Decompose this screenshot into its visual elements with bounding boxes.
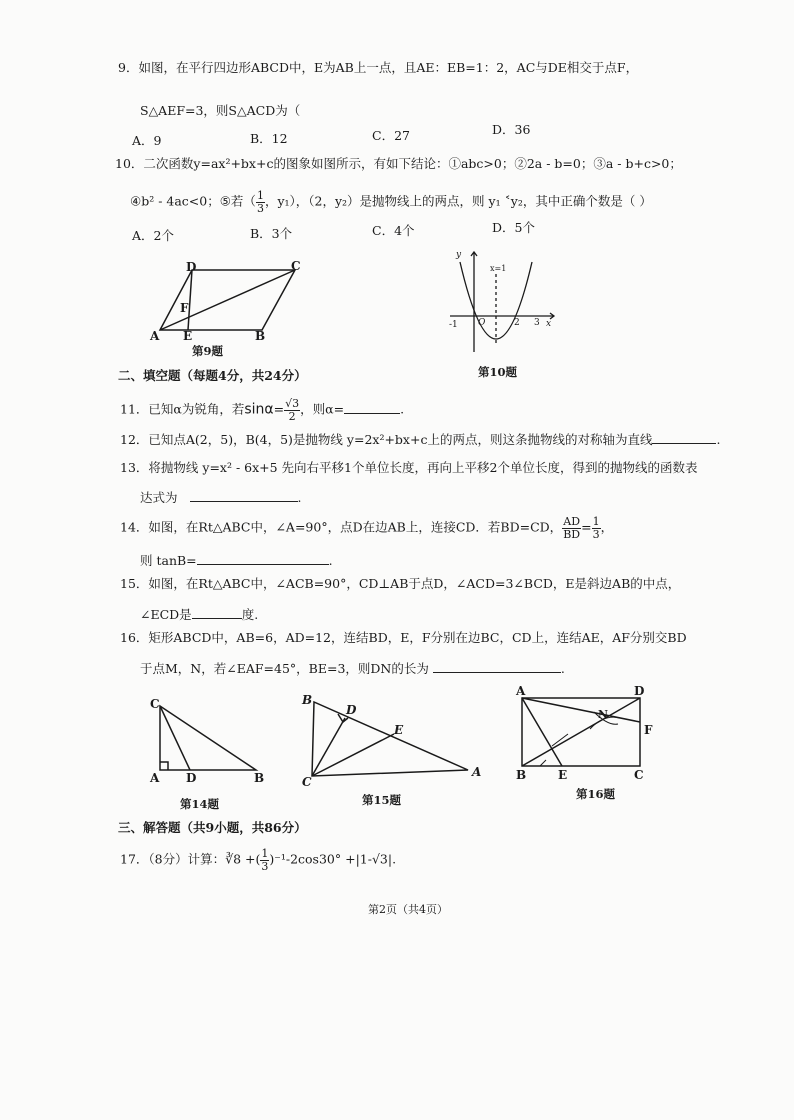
q12-text: 12．已知点A(2，5)，B(4，5)是抛物线 y=2x²+bx+c上的两点，则这条抛物线的对称轴为直线: [120, 432, 653, 447]
q11-text-a: 11．已知α为锐角，若: [120, 401, 245, 417]
q11-frac-num: √3: [285, 397, 300, 410]
q10-stem: 10．二次函数y=ax²+bx+c的图象如图所示，有如下结论：①abc>0；②2a - b=0；③a - b+c>0；: [115, 156, 682, 171]
q13-answer-blank[interactable]: [190, 489, 298, 502]
q13-line2: [140, 489, 302, 505]
fig16-label-n: N: [598, 708, 609, 721]
q14-line1: [120, 516, 613, 540]
q17: [120, 848, 396, 872]
q13-line1: 13．将抛物线 y=x² - 6x+5 先向右平移1个单位长度，再向上平移2个单位长度，得到的抛物线的函数表: [120, 460, 698, 475]
q10-option-a: A．2个: [132, 228, 174, 243]
fig9-label-e: E: [183, 329, 193, 343]
q9-option-d: D．36: [492, 122, 531, 137]
q10-frac-num: 1: [256, 189, 264, 202]
fig10-axis-note: x=1: [490, 264, 507, 273]
q11-sin: sinα: [244, 401, 274, 418]
q10-frac-den: 3: [256, 201, 264, 215]
q13-text: 达式为: [140, 490, 178, 505]
fig15-label-a: A: [472, 765, 482, 779]
q17-frac-den: 3: [261, 859, 269, 873]
fig14-caption: 第14题: [180, 797, 220, 811]
q14-end: .: [328, 553, 333, 568]
fig16-label-c: C: [634, 768, 644, 782]
q17-frac-num: 1: [261, 847, 269, 860]
fig14-label-b: B: [254, 771, 265, 785]
q14-line2: [140, 552, 333, 568]
q10-line2-b: ，y₁），（2，y₂）是抛物线上的两点，则 y₁ ˂y₂，其中正确个数是（ ）: [264, 193, 652, 209]
fig9-label-c: C: [291, 259, 301, 273]
q14-frac1-den: BD: [563, 527, 581, 541]
q16-end: .: [560, 661, 565, 676]
q15-answer-blank[interactable]: [192, 606, 242, 619]
q11-eq: =: [273, 401, 285, 417]
q11-end: .: [400, 401, 405, 417]
figure-15-triangle: [300, 690, 490, 790]
q15-line1: 15．如图，在Rt△ABC中，∠ACB=90°，CD⊥AB于点D，∠ACD=3∠BCD，E是斜边AB的中点，: [120, 576, 681, 591]
q9-option-a: A．9: [132, 133, 162, 148]
q10-fraction: [256, 190, 265, 214]
q10-option-b: B．3个: [250, 226, 293, 241]
q15-text: ∠ECD是: [140, 607, 192, 622]
fig10-tick-neg1: -1: [449, 320, 458, 330]
q9-stem: 9．如图，在平行四边形ABCD中，E为AB上一点，且AE：EB=1：2，AC与DE相交于点F，: [118, 60, 639, 75]
figure-16-rectangle: [512, 684, 662, 784]
q16-line1: 16．矩形ABCD中，AB=6，AD=12，连结BD，E，F分别在边BC，CD上，连结AE，AF分别交BD: [120, 630, 687, 645]
q11-text-b: ，则α=: [300, 401, 345, 417]
q14-text: 14．如图，在Rt△ABC中，∠A=90°，点D在边AB上，连接CD．若BD=CD，: [120, 519, 563, 535]
q14-fraction-ad-bd: [562, 516, 581, 540]
q10-option-c: C．4个: [372, 223, 415, 238]
q11-fraction: [284, 398, 300, 422]
fig9-caption: 第9题: [192, 344, 224, 358]
fig16-label-a: A: [516, 684, 526, 698]
fig16-caption: 第16题: [576, 787, 616, 801]
q14-frac2-num: 1: [592, 515, 600, 528]
fig16-label-f: F: [644, 723, 653, 737]
q17-fraction: [260, 848, 269, 872]
q12-end: .: [716, 432, 721, 447]
figure-9-parallelogram: [140, 258, 310, 358]
q10-option-d: D．5个: [492, 220, 535, 235]
fig14-label-a: A: [150, 771, 160, 785]
fig10-tick-2: 2: [514, 318, 520, 328]
fig15-label-b: B: [302, 693, 313, 707]
section3-heading: 三、解答题（共9小题，共86分）: [118, 820, 307, 835]
q14-frac1-num: AD: [563, 515, 581, 528]
q14-eq: =: [581, 519, 592, 535]
q9-option-c: C．27: [372, 128, 410, 143]
fig9-label-d: D: [186, 260, 197, 274]
q11-frac-den: 2: [288, 409, 296, 423]
fig15-label-c: C: [302, 775, 312, 789]
fig16-label-e: E: [558, 768, 568, 782]
q13-end: .: [297, 490, 302, 505]
q17-text-a: 17．（8分）计算：: [120, 851, 226, 867]
section2-heading: 二、填空题（每题4分，共24分）: [118, 368, 307, 383]
figure-14-right-triangle: [146, 694, 276, 790]
fig15-label-d: D: [346, 703, 357, 717]
q11: [120, 398, 404, 422]
figure-10-parabola: [446, 246, 558, 358]
fig14-label-c: C: [150, 697, 160, 711]
fig14-label-d: D: [186, 771, 197, 785]
q17-cube-root: ∛8: [225, 851, 242, 867]
q16-line2: [140, 660, 565, 676]
q15-end: 度.: [241, 607, 259, 622]
fig16-label-d: D: [634, 684, 645, 698]
fig10-label-x: x: [546, 319, 552, 329]
fig15-label-e: E: [394, 723, 404, 737]
q17-plus: +(: [241, 851, 261, 867]
fig15-caption: 第15题: [362, 793, 402, 807]
q9-condition: S△AEF=3，则S△ACD为（: [140, 103, 301, 118]
q10-line2-a: ④b² - 4ac<0；⑤若（: [130, 193, 256, 209]
fig16-label-b: B: [516, 768, 527, 782]
q16-text: 于点M，N，若∠EAF=45°，BE=3，则DN的长为: [140, 661, 429, 676]
fig10-caption: 第10题: [478, 365, 518, 379]
q9-option-b: B．12: [250, 131, 288, 146]
q14-answer-blank[interactable]: [197, 552, 329, 565]
q15-line2: [140, 606, 258, 622]
q14-fraction-one-third: [592, 516, 601, 540]
q17-text-b: )⁻¹-2cos30° +|1-√3|.: [269, 851, 397, 867]
fig10-label-y: y: [456, 250, 462, 260]
fig10-label-origin: O: [478, 318, 486, 328]
fig9-label-b: B: [255, 329, 266, 343]
page-footer: 第2页（共4页）: [368, 903, 448, 916]
fig10-tick-3: 3: [534, 318, 540, 328]
q14-tanb-label: 则 tanB=: [140, 553, 197, 568]
q14-frac2-den: 3: [592, 527, 600, 541]
q10-line2: [130, 190, 652, 214]
q14-comma: ，: [600, 519, 614, 535]
q11-answer-blank[interactable]: [344, 401, 400, 414]
q12: [120, 431, 720, 447]
q16-answer-blank[interactable]: [433, 660, 561, 673]
fig9-label-a: A: [150, 329, 160, 343]
fig9-label-f: F: [180, 301, 189, 315]
q12-answer-blank[interactable]: [652, 431, 716, 444]
